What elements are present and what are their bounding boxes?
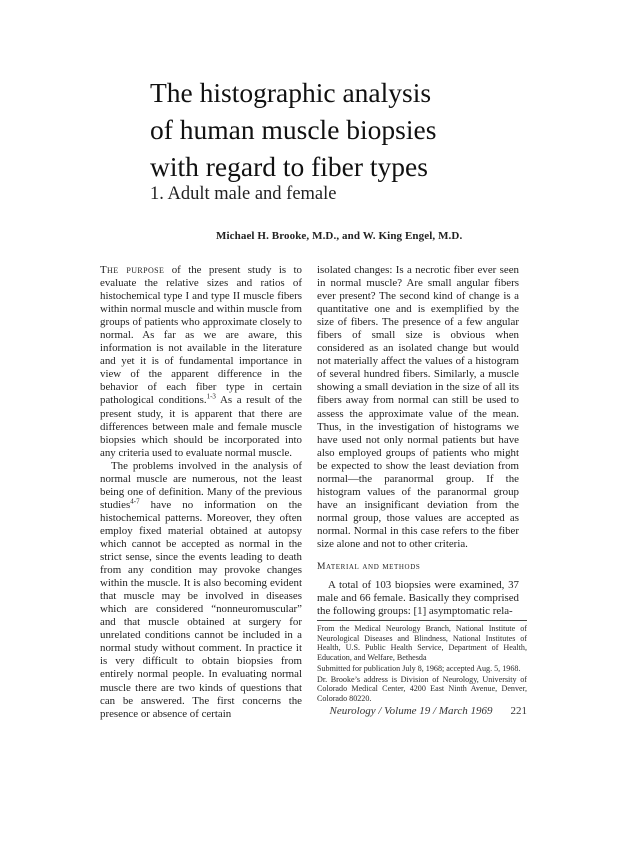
page-number: 221 [510,705,527,717]
author-line: Michael H. Brooke, M.D., and W. King Engel, M.D. [216,230,463,242]
footnote-divider [317,620,527,621]
reference-marker: 4-7 [130,497,140,506]
page-footer [317,705,527,717]
lead-in: The purpose [100,264,165,276]
title-line: with regard to fiber types [150,151,428,182]
footnote: From the Medical Neurology Branch, National Institute of Neurological Diseases and Blindness, National Institutes of Health, U.S. Public Health Service, Department of Health, Education, and Welfare, Bethesda [317,624,527,662]
article-subtitle: 1. Adult male and female [150,184,337,204]
paragraph-text: The problems involved in the analysis of normal muscle are numerous, not the least being one of definition. Many of the previous studies [100,459,302,511]
title-line: of human muscle biopsies [150,114,437,145]
right-column [317,264,519,618]
body-paragraph: isolated changes: Is a necrotic fiber ever seen in normal muscle? Are small angular fibers ever present? The second kind of change is a quantitative one and is exemplified by the size of fibers. The presence of a few angular fibers of small size is obvious when considered as an isolated change but would not materially affect the values of a histogram of several hundred fibers. Similarly, a muscle showing a small deviation in the size of all its fibers away from normal can still be used to assess the approximate value of the mean. Thus, in the investigation of histograms we have used not only normal patients but have also employed groups of patients who might be expected to show the least deviation from normal—the paranormal group. If the histogram values of the paranormal group have an insignificant deviation from the normal group, those values are accepted as normal. Normal in this case refers to the fiber size alone and not to other criteria. [317,264,519,550]
reference-marker: 1-3 [206,392,216,401]
journal-citation: Neurology / Volume 19 / March 1969 [329,705,493,717]
body-paragraph [100,264,302,460]
paragraph-text: have no information on the histochemical patterns. Moreover, they often employ fixed material obtained at autopsy which cannot be accepted as normal in the strict sense, since the events leading to death from any condition may provoke changes within the muscle. It is also becoming evident that muscle may be involved in diseases which are considered “nonneuromuscular” and that muscle obtained at surgery for unrelated conditions cannot be included in a normal study without comment. In practice it is very difficult to obtain biopsies from entirely normal people. In evaluating normal muscle there are two kinds of questions that can be answered. The first concerns the presence or absence of certain [100,498,302,720]
paragraph-text: of the present study is to evaluate the relative sizes and ratios of histochemical type I and type II muscle fibers within normal muscle and within muscle from groups of patients who approximate closely to normal. As far as we are aware, this information is not available in the literature and yet it is of fundamental importance in view of the apparent difference in the behavior of each fiber type in certain pathological conditions. [100,264,302,407]
footnote: Submitted for publication July 8, 1968; accepted Aug. 5, 1968. [317,663,521,673]
body-paragraph [100,460,302,721]
paragraph-text: As a result of the present study, it is apparent that there are differences between male and female muscle biopsies which should be incorporated into any criteria used to evaluate normal muscle. [100,394,303,459]
title-line: The histographic analysis [150,77,432,108]
section-heading: Material and methods [317,562,421,573]
left-column [100,264,302,721]
article-title [150,74,570,185]
footnote: Dr. Brooke’s address is Division of Neurology, University of Colorado Medical Center, 4200 East Ninth Avenue, Denver, Colorado 80220. [317,674,527,703]
footnotes [317,624,527,705]
body-paragraph: A total of 103 biopsies were examined, 37 male and 66 female. Basically they comprised the following groups: [1] asymptomatic rela- [317,579,519,618]
